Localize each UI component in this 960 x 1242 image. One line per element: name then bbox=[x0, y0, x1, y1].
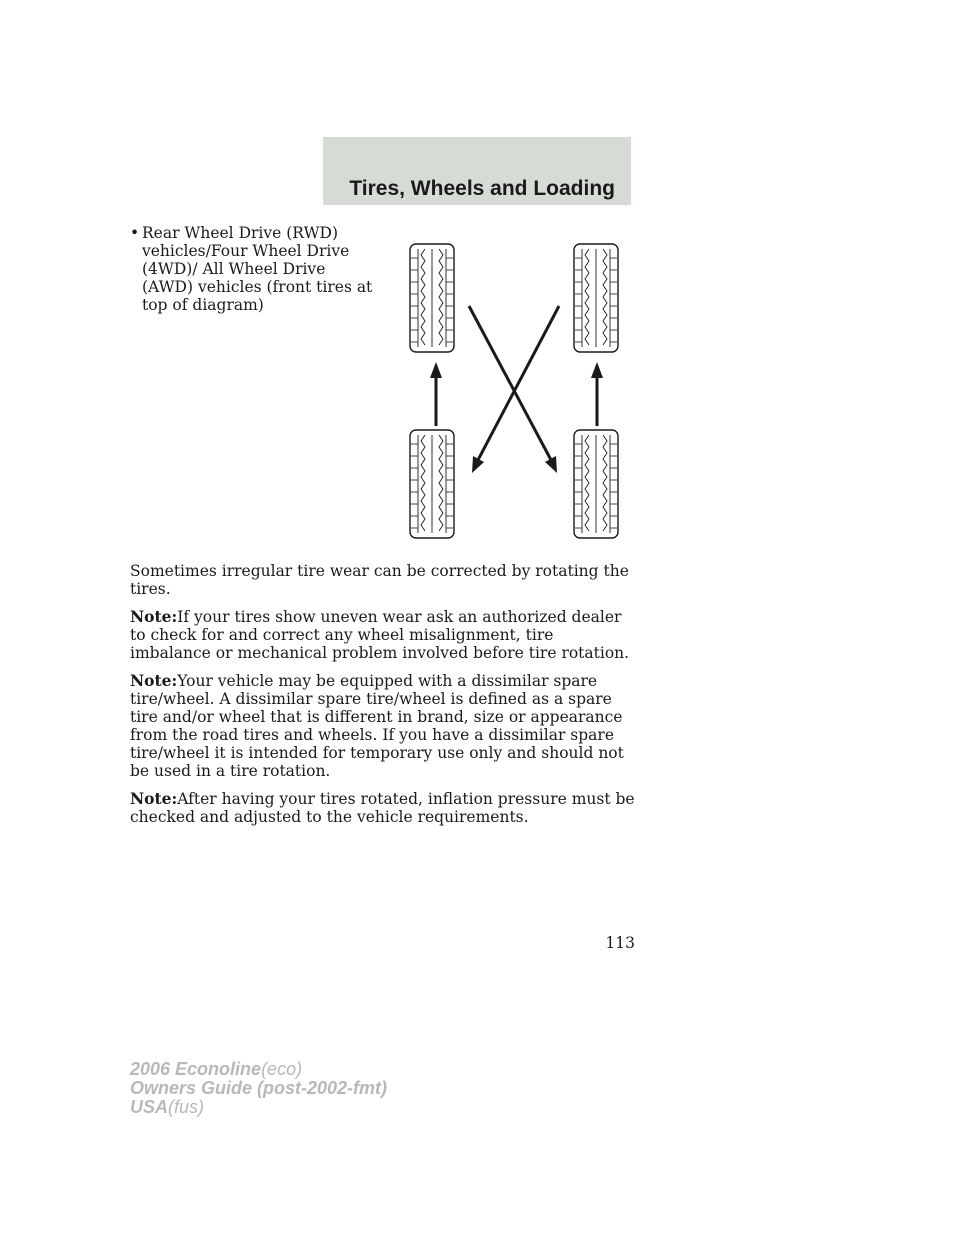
footer-market-code: (fus) bbox=[168, 1097, 205, 1117]
note-paragraph-3 bbox=[130, 790, 638, 826]
note-text: Your vehicle may be equipped with a dissimilar spare tire/wheel. A dissimilar spare tire/wheel is defined as a spare tire and/or wheel that is different in brand, size or appearance from the road tires and wheels. If you have a dissimilar spare tire/wheel it is intended for temporary use only and should not be used in a tire rotation. bbox=[130, 672, 624, 780]
arrow-rear-right-to-front-right-icon bbox=[591, 362, 603, 426]
intro-paragraph: Sometimes irregular tire wear can be corrected by rotating the tires. bbox=[130, 562, 629, 598]
note-paragraph-1 bbox=[130, 608, 638, 662]
tire-rear-right-icon bbox=[574, 430, 618, 538]
footer bbox=[130, 1060, 387, 1117]
footer-line-3 bbox=[130, 1098, 387, 1117]
note-label: Note: bbox=[130, 607, 178, 626]
section-title: Tires, Wheels and Loading bbox=[349, 177, 615, 200]
tire-rear-left-icon bbox=[410, 430, 454, 538]
note-label: Note: bbox=[130, 789, 178, 808]
tire-front-left-icon bbox=[410, 244, 454, 352]
note-paragraph-2 bbox=[130, 672, 638, 780]
tire-front-right-icon bbox=[574, 244, 618, 352]
footer-model: 2006 Econoline bbox=[130, 1059, 262, 1079]
note-text: After having your tires rotated, inflation pressure must be checked and adjusted to the vehicle requirements. bbox=[130, 790, 635, 826]
note-label: Note: bbox=[130, 671, 178, 690]
page-number: 113 bbox=[605, 934, 635, 952]
note-text: If your tires show uneven wear ask an authorized dealer to check for and correct any wheel misalignment, tire imbalance or mechanical problem involved before tire rotation. bbox=[130, 608, 630, 662]
tire-rotation-diagram bbox=[395, 236, 635, 546]
arrow-front-left-to-rear-right-icon bbox=[469, 306, 557, 473]
bullet-marker: • bbox=[130, 224, 140, 242]
footer-market: USA bbox=[130, 1097, 169, 1117]
footer-line-2: Owners Guide (post-2002-fmt) bbox=[130, 1078, 388, 1098]
footer-model-code: (eco) bbox=[261, 1059, 303, 1079]
body-text bbox=[130, 562, 638, 836]
arrow-rear-left-to-front-left-icon bbox=[430, 362, 442, 426]
bullet-text: Rear Wheel Drive (RWD) vehicles/Four Wheel Drive (4WD)/ All Wheel Drive (AWD) vehicles (front tires at top of diagram) bbox=[142, 224, 373, 314]
footer-line-1 bbox=[130, 1060, 387, 1079]
header-band bbox=[323, 137, 631, 205]
